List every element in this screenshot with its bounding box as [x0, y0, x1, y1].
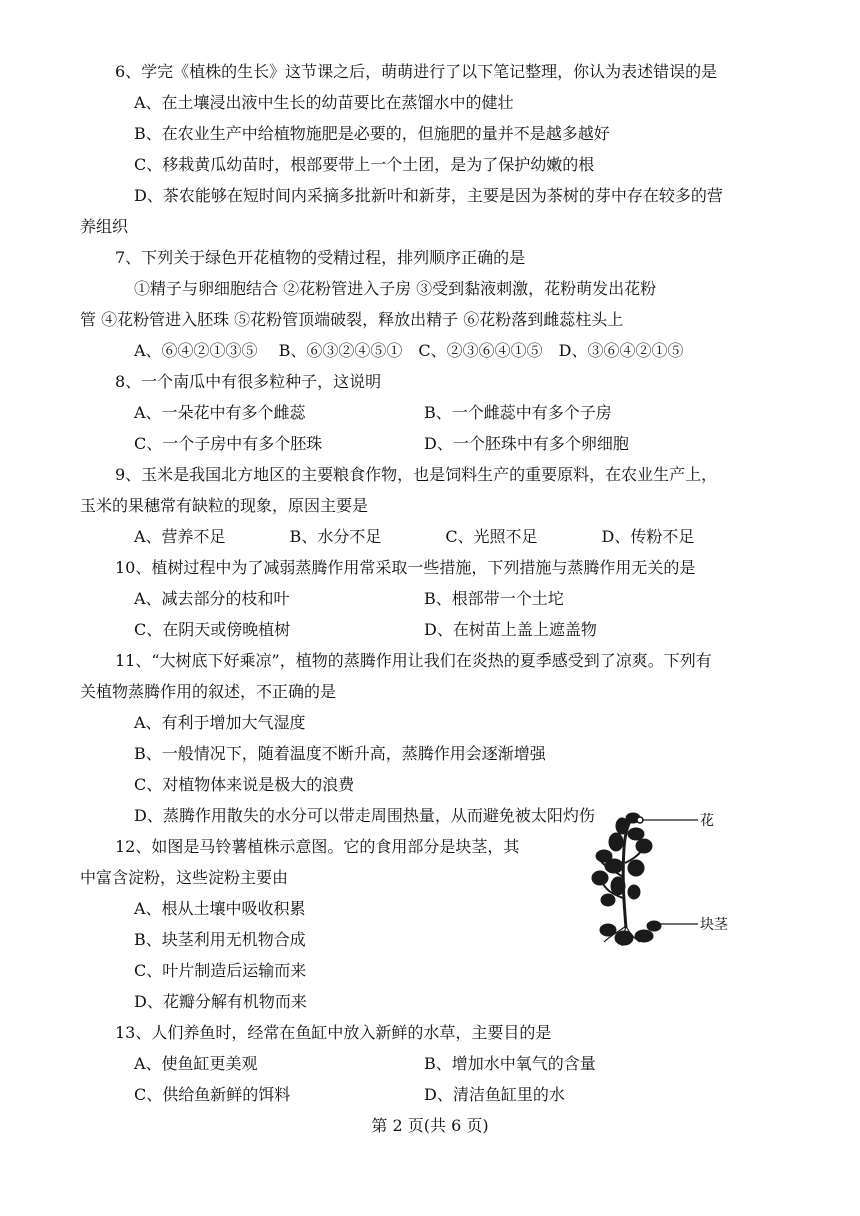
q11-stem-cont: 关植物蒸腾作用的叙述，不正确的是: [80, 682, 337, 701]
q10-option-a: A、减去部分的枝和叶: [134, 589, 290, 608]
q7-stem: 7、下列关于绿色开花植物的受精过程，排列顺序正确的是: [115, 248, 526, 267]
q12-option-c: C、叶片制造后运输而来: [134, 961, 307, 980]
page-footer: 第 2 页(共 6 页): [371, 1116, 489, 1135]
q12-stem-cont: 中富含淀粉，这些淀粉主要由: [80, 868, 289, 887]
q12-stem: 12、如图是马铃薯植株示意图。它的食用部分是块茎，其: [115, 837, 520, 856]
q6-option-c: C、移栽黄瓜幼苗时，根部要带上一个土团，是为了保护幼嫩的根: [134, 155, 595, 174]
q10-option-d: D、在树苗上盖上遮盖物: [424, 620, 597, 639]
q13-option-b: B、增加水中氧气的含量: [424, 1054, 596, 1073]
q6-option-b: B、在农业生产中给植物施肥是必要的，但施肥的量并不是越多越好: [134, 124, 610, 143]
q10-stem: 10、植树过程中为了减弱蒸腾作用常采取一些措施，下列措施与蒸腾作用无关的是: [115, 558, 696, 577]
q11-option-a: A、有利于增加大气湿度: [134, 713, 306, 732]
q7-options: A、⑥④②①③⑤ B、⑥③②④⑤① C、②③⑥④①⑤ D、③⑥④②①⑤: [134, 341, 684, 360]
q7-steps-cont: 管 ④花粉管进入胚珠 ⑤花粉管顶端破裂，释放出精子 ⑥花粉落到雌蕊柱头上: [80, 310, 624, 329]
q11-option-d: D、蒸腾作用散失的水分可以带走周围热量，从而避免被太阳灼伤: [134, 806, 595, 825]
q10-option-c: C、在阴天或傍晚植树: [134, 620, 291, 639]
q11-option-c: C、对植物体来说是极大的浪费: [134, 775, 355, 794]
q6-stem: 6、学完《植株的生长》这节课之后，萌萌进行了以下笔记整理，你认为表述错误的是: [115, 62, 718, 81]
q13-option-a: A、使鱼缸更美观: [134, 1054, 258, 1073]
q8-option-c: C、一个子房中有多个胚珠: [134, 434, 323, 453]
q9-options: A、营养不足 B、水分不足 C、光照不足 D、传粉不足: [134, 527, 695, 546]
figure-label-tuber: 块茎: [700, 917, 728, 933]
q11-stem: 11、“大树底下好乘凉”，植物的蒸腾作用让我们在炎热的夏季感受到了凉爽。下列有: [115, 651, 712, 670]
q8-option-d: D、一个胚珠中有多个卵细胞: [424, 434, 629, 453]
potato-plant-illustration: [592, 813, 661, 946]
q13-stem: 13、人们养鱼时，经常在鱼缸中放入新鲜的水草，主要目的是: [115, 1023, 552, 1042]
q13-option-d: D、清洁鱼缸里的水: [424, 1085, 565, 1104]
q6-option-d-cont: 养组织: [80, 217, 129, 236]
q6-option-a: A、在土壤浸出液中生长的幼苗要比在蒸馏水中的健壮: [134, 93, 514, 112]
q6-option-d: D、茶农能够在短时间内采摘多批新叶和新芽，主要是因为茶树的芽中存在较多的营: [134, 186, 723, 205]
q11-option-b: B、一般情况下，随着温度不断升高，蒸腾作用会逐渐增强: [134, 744, 546, 763]
q8-option-b: B、一个雌蕊中有多个子房: [424, 403, 612, 422]
q12-option-a: A、根从土壤中吸收积累: [134, 899, 306, 918]
q10-option-b: B、根部带一个土坨: [424, 589, 564, 608]
q7-steps: ①精子与卵细胞结合 ②花粉管进入子房 ③受到黏液刺激，花粉萌发出花粉: [134, 279, 657, 298]
q13-option-c: C、供给鱼新鲜的饵料: [134, 1085, 291, 1104]
figure-label-flower: 花: [700, 813, 714, 829]
q9-stem-cont: 玉米的果穗常有缺粒的现象，原因主要是: [80, 496, 369, 515]
q12-option-d: D、花瓣分解有机物而来: [134, 992, 307, 1011]
q8-option-a: A、一朵花中有多个雌蕊: [134, 403, 306, 422]
q8-stem: 8、一个南瓜中有很多粒种子，这说明: [115, 372, 382, 391]
potato-plant-figure: [578, 808, 728, 948]
q12-option-b: B、块茎利用无机物合成: [134, 930, 306, 949]
q9-stem: 9、玉米是我国北方地区的主要粮食作物，也是饲料生产的重要原料，在农业生产上，: [115, 465, 718, 484]
